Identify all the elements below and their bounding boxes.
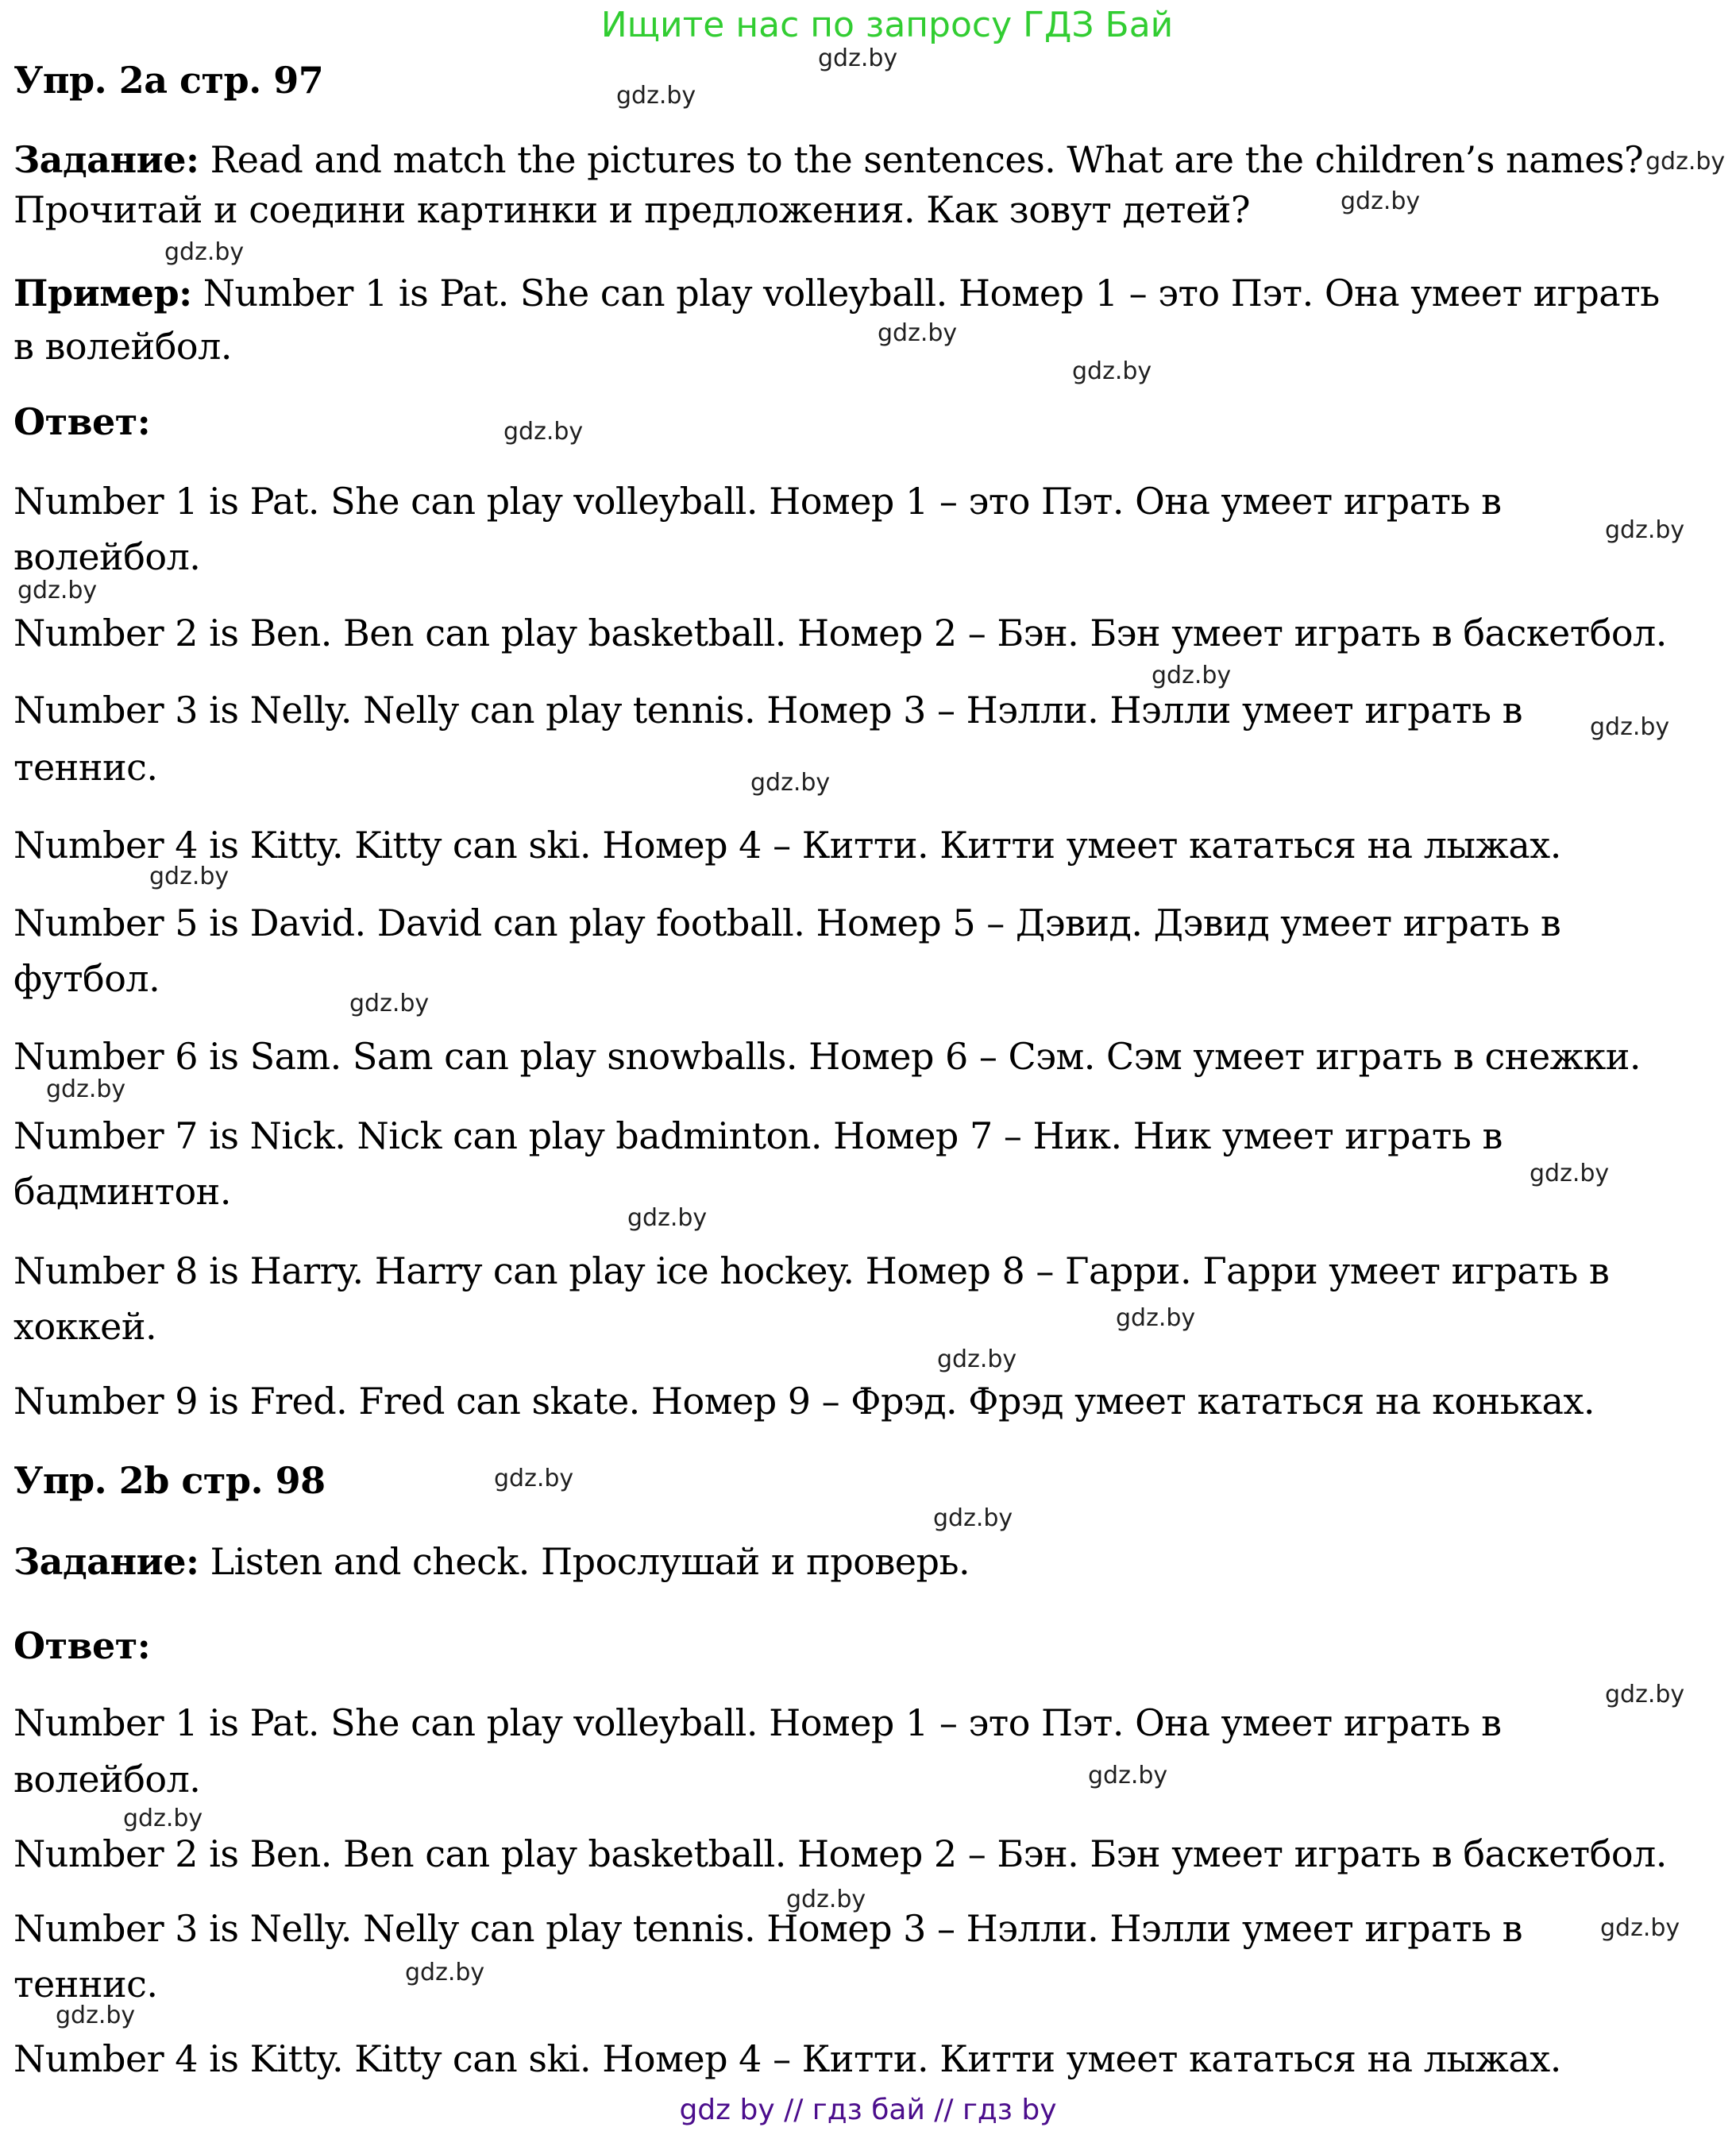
bold-label: Пример: bbox=[14, 272, 192, 315]
gdz-watermark: gdz.by bbox=[503, 418, 584, 446]
text-line: Number 9 is Fred. Fred can skate. Номер 9 – Фрэд. Фрэд умеет кататься на коньках. bbox=[14, 1380, 1595, 1423]
gdz-watermark: gdz.by bbox=[46, 1075, 126, 1103]
heading-line: Ответ: bbox=[14, 1624, 151, 1667]
text-line: Number 8 is Harry. Harry can play ice hockey. Номер 8 – Гарри. Гарри умеет играть в bbox=[14, 1249, 1610, 1292]
gdz-watermark: gdz.by bbox=[405, 1959, 485, 1986]
gdz-watermark: gdz.by bbox=[1341, 187, 1421, 215]
gdz-watermark: gdz.by bbox=[1645, 148, 1726, 176]
text-line bbox=[14, 272, 1660, 315]
gdz-watermark: gdz.by bbox=[123, 1805, 203, 1832]
heading-line: Ответ: bbox=[14, 400, 151, 443]
text-line: Number 5 is David. David can play football. Номер 5 – Дэвид. Дэвид умеет играть в bbox=[14, 901, 1561, 944]
text-line: футбол. bbox=[14, 957, 160, 1000]
gdz-watermark: gdz.by bbox=[1590, 713, 1670, 741]
gdz-watermark: gdz.by bbox=[933, 1504, 1013, 1532]
text-line: теннис. bbox=[14, 746, 158, 789]
text-line bbox=[14, 1542, 970, 1581]
line-text: Listen and check. Прослушай и проверь. bbox=[199, 1540, 970, 1583]
text-line: Number 2 is Ben. Ben can play basketball. Номер 2 – Бэн. Бэн умеет играть в баскетбол. bbox=[14, 1832, 1667, 1875]
bold-label: Задание: bbox=[14, 138, 199, 181]
gdz-watermark: gdz.by bbox=[494, 1465, 574, 1492]
gdz-watermark: gdz.by bbox=[786, 1886, 866, 1913]
gdz-watermark: gdz.by bbox=[878, 319, 958, 347]
text-line: хоккей. bbox=[14, 1305, 157, 1348]
gdz-watermark: gdz.by bbox=[1116, 1304, 1196, 1332]
text-line: Number 6 is Sam. Sam can play snowballs. Номер 6 – Сэм. Сэм умеет играть в снежки. bbox=[14, 1035, 1641, 1078]
gdz-watermark: gdz.by bbox=[56, 2002, 136, 2029]
promo-footer: gdz by // гдз бай // гдз by bbox=[679, 2094, 1057, 2126]
text-line: Number 1 is Pat. She can play volleyball. Номер 1 – это Пэт. Она умеет играть в bbox=[14, 480, 1502, 523]
text-line: Number 4 is Kitty. Kitty can ski. Номер 4 – Китти. Китти умеет кататься на лыжах. bbox=[14, 2037, 1561, 2080]
gdz-watermark: gdz.by bbox=[1605, 1681, 1685, 1708]
gdz-watermark: gdz.by bbox=[17, 577, 98, 604]
text-line: Number 1 is Pat. She can play volleyball. Номер 1 – это Пэт. Она умеет играть в bbox=[14, 1701, 1502, 1744]
text-line: теннис. bbox=[14, 1963, 158, 2006]
heading-line: Упр. 2а стр. 97 bbox=[14, 59, 324, 102]
gdz-watermark: gdz.by bbox=[750, 769, 831, 797]
text-line: Number 3 is Nelly. Nelly can play tennis. Номер 3 – Нэлли. Нэлли умеет играть в bbox=[14, 689, 1523, 732]
text-line bbox=[14, 138, 1644, 181]
line-text: Read and match the pictures to the sentences. What are the children’s names? bbox=[199, 138, 1644, 181]
text-line: Number 2 is Ben. Ben can play basketball. Номер 2 – Бэн. Бэн умеет играть в баскетбол. bbox=[14, 612, 1667, 654]
text-line: Number 7 is Nick. Nick can play badminton. Номер 7 – Ник. Ник умеет играть в bbox=[14, 1114, 1503, 1157]
gdz-watermark: gdz.by bbox=[627, 1204, 708, 1232]
promo-header: Ищите нас по запросу ГДЗ Бай bbox=[600, 5, 1174, 45]
text-line: волейбол. bbox=[14, 1758, 201, 1801]
bold-label: Задание: bbox=[14, 1540, 199, 1583]
text-line: Прочитай и соедини картинки и предложения. Как зовут детей? bbox=[14, 188, 1251, 231]
heading-line: Упр. 2b стр. 98 bbox=[14, 1459, 326, 1502]
gdz-watermark: gdz.by bbox=[149, 863, 230, 890]
gdz-watermark: gdz.by bbox=[1152, 662, 1232, 689]
gdz-watermark: gdz.by bbox=[349, 990, 430, 1017]
text-line: Number 4 is Kitty. Kitty can ski. Номер 4 – Китти. Китти умеет кататься на лыжах. bbox=[14, 824, 1561, 867]
gdz-watermark: gdz.by bbox=[818, 44, 898, 72]
text-line: Number 3 is Nelly. Nelly can play tennis. Номер 3 – Нэлли. Нэлли умеет играть в bbox=[14, 1907, 1523, 1950]
gdz-watermark: gdz.by bbox=[937, 1345, 1017, 1373]
gdz-watermark: gdz.by bbox=[616, 82, 696, 110]
gdz-watermark: gdz.by bbox=[1072, 357, 1152, 385]
gdz-watermark: gdz.by bbox=[1088, 1762, 1168, 1789]
gdz-watermark: gdz.by bbox=[1600, 1914, 1680, 1942]
gdz-watermark: gdz.by bbox=[164, 238, 245, 266]
text-line: волейбол. bbox=[14, 535, 201, 578]
gdz-watermark: gdz.by bbox=[1530, 1160, 1610, 1187]
gdz-watermark: gdz.by bbox=[1605, 516, 1685, 544]
text-line: в волейбол. bbox=[14, 325, 232, 368]
text-line: бадминтон. bbox=[14, 1170, 231, 1213]
line-text: Number 1 is Pat. She can play volleyball. Номер 1 – это Пэт. Она умеет играть bbox=[191, 272, 1660, 315]
